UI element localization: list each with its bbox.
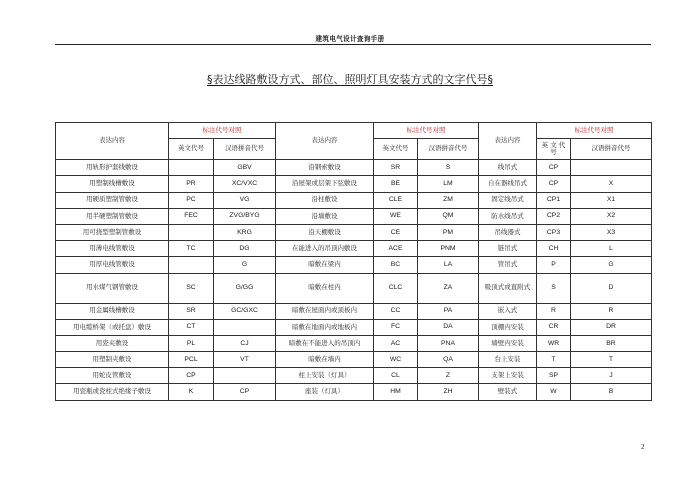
table-cell: ZVG/BYG [214,208,276,224]
table-cell: CP [214,384,276,400]
table-cell: S [418,160,479,176]
table-cell: CLE [374,192,418,208]
table-cell: DG [214,241,276,257]
table-cell: X3 [571,224,652,240]
table-cell: 暗敷在梁内 [276,257,374,273]
table-cell: 沿墙敷设 [276,208,374,224]
table-row [56,224,652,240]
table-cell: ZM [418,192,479,208]
table-cell: 嵌入式 [479,303,537,319]
table-cell: CC [374,303,418,319]
table-cell: 自在器线吊式 [479,176,537,192]
header-row-group [56,123,652,139]
table-cell: B [571,384,652,400]
table-cell: 用瓷夹敷设 [56,335,169,351]
table-cell: WR [537,335,571,351]
table-cell: PCL [169,352,214,368]
table-cell: TC [169,241,214,257]
table-cell: G [214,257,276,273]
table-cell: VT [214,352,276,368]
table-cell: 线吊式 [479,160,537,176]
header-english-1: 英文代号 [169,139,214,160]
table-cell: CP2 [537,208,571,224]
table-cell: T [537,352,571,368]
table-cell: 暗敷在墙内 [276,352,374,368]
table-cell: 墙壁内安装 [479,335,537,351]
table-cell: L [571,241,652,257]
header-pinyin-3: 汉语拼音代号 [571,139,652,160]
table-cell: R [571,303,652,319]
table-cell: CP [169,368,214,384]
table-cell: WE [374,208,418,224]
table-cell: QM [418,208,479,224]
table-cell: 吊线器式 [479,224,537,240]
table-cell: 用半硬塑制管敷设 [56,208,169,224]
table-cell: CE [374,224,418,240]
table-cell: 沿屋架或层架下弦敷设 [276,176,374,192]
header-pinyin-2: 汉语拼音代号 [418,139,479,160]
table-row [56,208,652,224]
table-cell: 柱上安装（灯具） [276,368,374,384]
table-cell: CJ [214,335,276,351]
table-cell: X2 [571,208,652,224]
table-cell: CL [374,368,418,384]
table-cell: 用蛇皮管敷设 [56,368,169,384]
table-cell: XC/VXC [214,176,276,192]
table-cell: DA [418,319,479,335]
table-cell: X1 [571,192,652,208]
table-cell: CP [537,160,571,176]
table-row [56,335,652,351]
header-english-3: 英 文 代 号 [537,139,571,160]
table-row [56,319,652,335]
table-cell: J [571,368,652,384]
table-cell: 用金属线槽敷设 [56,303,169,319]
table-cell: 暗敷在柱内 [276,273,374,303]
table-cell: CH [537,241,571,257]
table-cell: P [537,257,571,273]
table-cell: CP1 [537,192,571,208]
table-cell: R [537,303,571,319]
code-table [55,122,652,401]
table-cell: X [571,176,652,192]
table-cell: BE [374,176,418,192]
table-cell: CP3 [537,224,571,240]
table-cell: VG [214,192,276,208]
table-cell: LM [418,176,479,192]
table-cell: 用塑制线槽敷设 [56,176,169,192]
table-cell: BR [571,335,652,351]
table-cell: 沿天棚敷设 [276,224,374,240]
page-number: 2 [641,443,645,451]
table-cell: HM [374,384,418,400]
table-cell: PNA [418,335,479,351]
header-code-group-3: 标注代号对照 [537,123,652,139]
table-cell: CT [169,319,214,335]
table-cell: FC [374,319,418,335]
table-cell: ZH [418,384,479,400]
table-cell: PL [169,335,214,351]
table-cell: PR [169,176,214,192]
table-cell: CLC [374,273,418,303]
table-cell: 座装（灯具） [276,384,374,400]
table-row [56,257,652,273]
table-cell: G [571,257,652,273]
table-body [56,160,652,400]
table-cell: 用薄电线管敷设 [56,241,169,257]
table-row [56,160,652,176]
table-cell: CP [537,176,571,192]
table-cell: 壁装式 [479,384,537,400]
table-cell: 暗敷在屋面内或顶板内 [276,303,374,319]
table-cell: T [571,352,652,368]
table-cell: SR [374,160,418,176]
table-cell: 固定线吊式 [479,192,537,208]
table-cell: 用塑制夹敷设 [56,352,169,368]
table-cell: G/GG [214,273,276,303]
table-cell: 用硬质塑制管敷设 [56,192,169,208]
table-cell: WC [374,352,418,368]
header-content-3: 表达内容 [479,123,537,160]
table-cell: PA [418,303,479,319]
table-cell [169,257,214,273]
table-cell: GC/GXC [214,303,276,319]
header-english-2: 英文代号 [374,139,418,160]
table-cell: 用轨形护套线敷设 [56,160,169,176]
table-cell [169,224,214,240]
table-row [56,352,652,368]
header-content-2: 表达内容 [276,123,374,160]
table-cell: CR [537,319,571,335]
header-rule [55,44,651,45]
table-row [56,384,652,400]
table-cell [214,368,276,384]
table-cell: Z [418,368,479,384]
table-row [56,303,652,319]
table-cell [571,160,652,176]
table-cell: SC [169,273,214,303]
table-cell: 在能进入的吊顶内敷设 [276,241,374,257]
table-cell: PNM [418,241,479,257]
table-cell: S [537,273,571,303]
table-cell: SP [537,368,571,384]
table-cell: 暗敷在不能进入的吊顶内 [276,335,374,351]
table-cell: 用电缆桥架（或托盘）敷设 [56,319,169,335]
table-cell: 吸顶式或直附式 [479,273,537,303]
table-cell: 顶棚内安装 [479,319,537,335]
table-cell: 沿钢索敷设 [276,160,374,176]
table-cell: PC [169,192,214,208]
table-cell: FEC [169,208,214,224]
table-cell: KRG [214,224,276,240]
table-cell: LA [418,257,479,273]
table-cell: 暗敷在地面内或地板内 [276,319,374,335]
table-cell: K [169,384,214,400]
table-cell: PM [418,224,479,240]
table-cell: 链吊式 [479,241,537,257]
table-cell: 防水线吊式 [479,208,537,224]
table-cell: 台上安装 [479,352,537,368]
table-cell [214,319,276,335]
header-code-group-1: 标注代号对照 [169,123,276,139]
header-code-group-2: 标注代号对照 [374,123,479,139]
table-cell: 沿柱敷设 [276,192,374,208]
document-header: 建筑电气设计查询手册 [315,35,385,43]
table-cell: ZA [418,273,479,303]
table-cell: DR [571,319,652,335]
table-cell: D [571,273,652,303]
table-cell: AC [374,335,418,351]
table-cell: SR [169,303,214,319]
document-title: §表达线路敷设方式、部位、照明灯具安装方式的文字代号§ [207,73,493,86]
table-row [56,192,652,208]
table-cell: 用水煤气钢管敷设 [56,273,169,303]
table-row [56,176,652,192]
table-cell: 管吊式 [479,257,537,273]
table-cell: ACE [374,241,418,257]
table-row [56,368,652,384]
table-cell: 用瓷瓶或瓷柱式绝缘子敷设 [56,384,169,400]
table-cell: BC [374,257,418,273]
table-cell [169,160,214,176]
table-cell: 用厚电线管敷设 [56,257,169,273]
table-cell: 用可挠型塑制管敷设 [56,224,169,240]
table-cell: W [537,384,571,400]
header-content-1: 表达内容 [56,123,169,160]
table-row [56,241,652,257]
header-pinyin-1: 汉语拼音代号 [214,139,276,160]
table-row [56,273,652,303]
table-cell: 支架上安装 [479,368,537,384]
table-cell: QA [418,352,479,368]
table-cell: GBV [214,160,276,176]
